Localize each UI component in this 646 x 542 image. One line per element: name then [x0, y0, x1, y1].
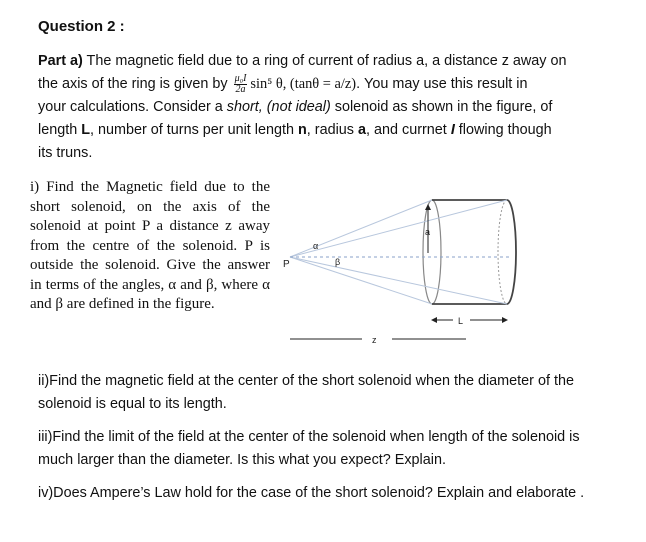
part-a-line3-pre: your calculations. Consider a [38, 99, 227, 115]
var-I: I [450, 122, 455, 138]
line4-c: , radius [306, 122, 358, 138]
part-a-line-4 [38, 119, 618, 142]
part-a-line2-post: . You may use this result in [356, 76, 528, 92]
part-a-line-1 [38, 50, 618, 73]
part-a-line2-pre: the axis of the ring is given by [38, 76, 228, 92]
formula-fraction [234, 74, 248, 95]
part-iv-text: iv)Does Ampere’s Law hold for the case of the short solenoid? Explain and elaborate . [38, 485, 585, 501]
line4-d: , and currnet [366, 122, 451, 138]
line4-b: , number of turns per unit length [90, 122, 298, 138]
fraction-denominator: 2a [235, 83, 246, 95]
label-alpha: α [313, 241, 319, 251]
distance-dimension [290, 335, 466, 345]
part-a-line-3 [38, 96, 618, 119]
part-a-label: Part a) [38, 53, 83, 69]
fraction-numerator: μ₀I [234, 72, 247, 84]
part-a-paragraph [38, 50, 618, 165]
formula-tail: sin⁵ θ, (tanθ = a/z) [250, 76, 357, 92]
part-a-line-5: its truns. [38, 145, 93, 161]
var-n: n [298, 122, 307, 138]
part-iii-text: iii)Find the limit of the field at the center of the solenoid when length of the solenoid is much larger than the diameter. Is this what you expect? Explain. [38, 429, 580, 468]
label-beta: β [335, 257, 341, 267]
var-a: a [358, 122, 367, 138]
label-P: P [283, 259, 290, 270]
solenoid-figure [270, 185, 570, 350]
part-a-line1-text: The magnetic field due to a ring of current of radius a, a distance z away on [82, 53, 567, 69]
label-z: z [372, 335, 377, 345]
line4-e: flowing though [454, 122, 552, 138]
part-a-italic-phrase: short, (not ideal) [226, 99, 331, 115]
label-L: L [458, 316, 464, 326]
label-a: a [425, 227, 431, 237]
question-title: Question 2 : [38, 18, 125, 35]
part-ii-text: ii)Find the magnetic field at the center of the short solenoid when the diameter of the solenoid is equal to its length. [38, 373, 574, 412]
part-a-line3-post: solenoid as shown in the figure, of [330, 99, 553, 115]
cone-lines [290, 200, 510, 304]
var-L: L [81, 122, 91, 138]
part-i-text: i) Find the Magnetic field due to the short solenoid, on the axis of the solenoid at point P a distance z away from the centre of the solenoid. P is outside the solenoid. Give the answer in terms of the angles, α and β, where α and β are defined in the figure. [30, 179, 270, 312]
line4-a: length [38, 122, 82, 138]
length-dimension [432, 316, 507, 326]
part-a-line-2 [38, 73, 618, 96]
